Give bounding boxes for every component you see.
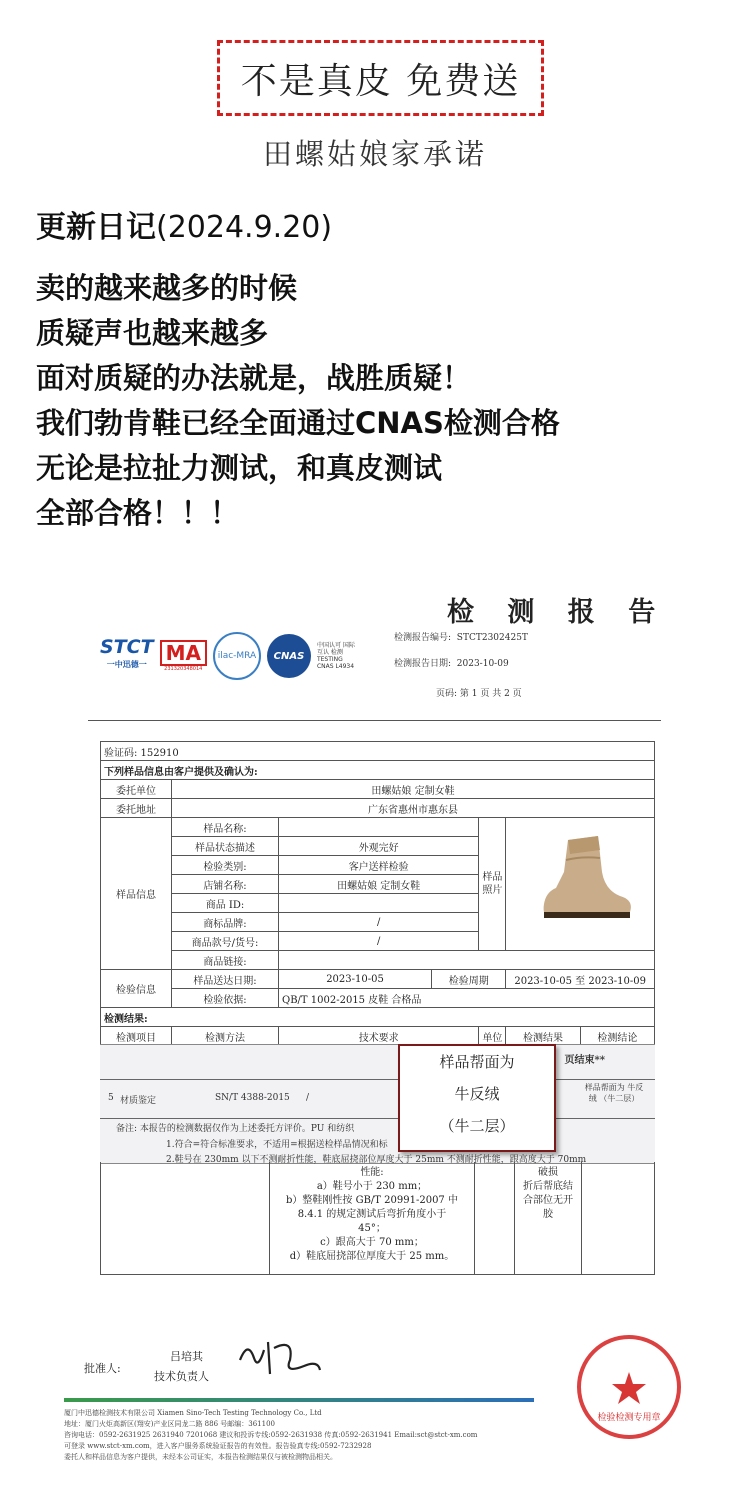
sample-info-label: 样品信息 xyxy=(101,818,172,970)
update-line: 质疑声也越来越多 xyxy=(36,316,269,350)
col-header: 检测结果 xyxy=(506,1027,580,1046)
report-title: 检 测 报 告 xyxy=(447,597,668,628)
sample-label: 店铺名称: xyxy=(172,875,279,894)
signature-block xyxy=(84,1350,209,1383)
popup-line: 牛反绒 xyxy=(454,1085,500,1103)
section-client: 下列样品信息由客户提供及确认为: xyxy=(101,761,655,780)
basis-label: 检验依据: xyxy=(172,989,279,1008)
approver-name: 吕培其 xyxy=(170,1350,203,1363)
sample-value: 外观完好 xyxy=(279,837,479,856)
page-end-mark: 页结束** xyxy=(564,1055,605,1066)
official-seal xyxy=(574,1332,684,1442)
period-label: 检验周期 xyxy=(432,970,506,989)
report-date: 检测报告日期: 2023-10-09 xyxy=(394,659,509,669)
sample-value: / xyxy=(279,913,479,932)
note-line: 备注: 本报告的检测数据仅作为上述委托方评价。PU 和纺织 xyxy=(116,1124,355,1134)
send-date-label: 样品送达日期: xyxy=(172,970,279,989)
certification-logos xyxy=(100,632,359,680)
period: 2023-10-05 至 2023-10-09 xyxy=(506,970,655,989)
ma-logo: MA 231320348014 xyxy=(160,640,207,672)
svg-text:检验检测专用章: 检验检测专用章 xyxy=(597,1413,661,1423)
sample-label: 商标品牌: xyxy=(172,913,279,932)
footer-color-bar xyxy=(64,1398,534,1402)
sample-value: / xyxy=(279,932,479,951)
client-unit: 田螺姑娘 定制女鞋 xyxy=(172,780,655,799)
basis: QB/T 1002-2015 皮鞋 合格品 xyxy=(279,989,655,1008)
page-indicator: 页码: 第 1 页 共 2 页 xyxy=(436,689,522,699)
report-number: 检测报告编号: STCT2302425T xyxy=(394,633,528,643)
update-line: 全部合格！！！ xyxy=(36,496,240,530)
sample-value: 客户送样检验 xyxy=(279,856,479,875)
col-header: 检测结论 xyxy=(580,1027,654,1046)
header-rule xyxy=(88,720,661,721)
overlay-strip xyxy=(100,1044,655,1164)
report-footer: 厦门中迅德检测技术有限公司 Xiamen Sino-Tech Testing Technology Co., Ltd 地址：厦门火炬高新区(翔安)产业区同龙二路 886 号邮编：361100 咨询电话：0592-2631925 2631940 7201068 建议和投诉专线:0592-2631938 传真:0592-2631941 Email:sct@stct-xm.com 可登录 www.stct-xm.com，进入客户服务系统验证报告的有效性。报告验真专线:0592-7232928 委托人和样品信息为客户提供，未经本公司证实，本报告检测结果仅与被检测物品相关。 xyxy=(64,1409,478,1461)
sample-label: 样品名称: xyxy=(172,818,279,837)
sample-photo xyxy=(506,818,655,951)
update-title-text: 更新日记 xyxy=(36,210,156,245)
ilac-mra-logo: ilac-MRA xyxy=(213,632,261,680)
update-line: 我们勃肯鞋已经全面通过CNAS检测合格 xyxy=(36,406,560,440)
sample-label: 检验类别: xyxy=(172,856,279,875)
update-line: 面对质疑的办法就是，战胜质疑！ xyxy=(36,361,472,395)
update-line: 无论是拉扯力测试，和真皮测试 xyxy=(36,451,443,485)
client-addr-label: 委托地址 xyxy=(101,799,172,818)
sample-value xyxy=(279,894,479,913)
col-header: 检测项目 xyxy=(101,1027,172,1046)
note-line: 2.鞋号在 230mm 以下不测耐折性能，鞋底屈挠部位厚度大于 25mm 不测耐折性能，跟高度大于 70mm xyxy=(166,1155,587,1165)
sample-label: 商品链接: xyxy=(172,951,279,970)
test-report-image xyxy=(0,580,750,1497)
cnas-logo: CNAS xyxy=(267,634,311,678)
stct-logo: STCT 一中迅德一 xyxy=(100,636,154,669)
update-lines xyxy=(36,266,560,536)
update-date: (2024.9.20) xyxy=(156,210,333,245)
sample-label: 商品 ID: xyxy=(172,894,279,913)
approver-label: 批准人: xyxy=(84,1362,121,1375)
col-header: 技术要求 xyxy=(279,1027,479,1046)
tech-label: 技术负责人 xyxy=(154,1370,209,1383)
client-unit-label: 委托单位 xyxy=(101,780,172,799)
promise-subtitle: 田螺姑娘家承诺 xyxy=(262,137,487,171)
material-result-popup xyxy=(398,1044,556,1152)
promise-banner xyxy=(217,40,544,116)
sample-value: 田螺姑娘 定制女鞋 xyxy=(279,875,479,894)
photo-label: 样品照片 xyxy=(479,818,506,951)
sample-value xyxy=(279,818,479,837)
verify-code: 验证码: 152910 xyxy=(101,742,655,761)
popup-line: （牛二层） xyxy=(439,1117,515,1135)
client-addr: 广东省惠州市惠东县 xyxy=(172,799,655,818)
popup-line: 样品帮面为 xyxy=(439,1053,515,1071)
check-info-label: 检验信息 xyxy=(101,970,172,1008)
col-header: 检测方法 xyxy=(172,1027,279,1046)
sample-label: 样品状态描述 xyxy=(172,837,279,856)
cnas-logo-text: 中国认可 国际互认 检测 TESTING CNAS L4934 xyxy=(316,642,355,670)
sample-value xyxy=(279,951,655,970)
report-table xyxy=(100,741,655,1046)
result-row: 5 材质鉴定 SN/T 4388-2015 / 样品帮面为 牛反绒 （牛二层） xyxy=(100,1079,655,1119)
boot-image xyxy=(530,832,640,922)
result-label: 检测结果: xyxy=(101,1008,655,1027)
update-title xyxy=(36,202,332,246)
handwritten-signature xyxy=(234,1330,324,1380)
send-date: 2023-10-05 xyxy=(279,970,432,989)
lower-table-section: 性能: a）鞋号小于 230 mm； b）整鞋刚性按 GB/T 20991-2007 中 8.4.1 的规定测试后弯折角度小于 45°； c）跟高大于 70 mm； d）鞋底屈挠部位厚度大于 25 mm。 破损 折后帮底结 合部位无开 胶 xyxy=(100,1162,655,1275)
col-header: 单位 xyxy=(479,1027,506,1046)
update-line: 卖的越来越多的时候 xyxy=(36,271,298,305)
sample-label: 商品款号/货号: xyxy=(172,932,279,951)
banner-text: 不是真皮 免费送 xyxy=(240,60,521,102)
note-line: 1.符合=符合标准要求，不适用=根据送检样品情况和标 xyxy=(166,1140,388,1150)
